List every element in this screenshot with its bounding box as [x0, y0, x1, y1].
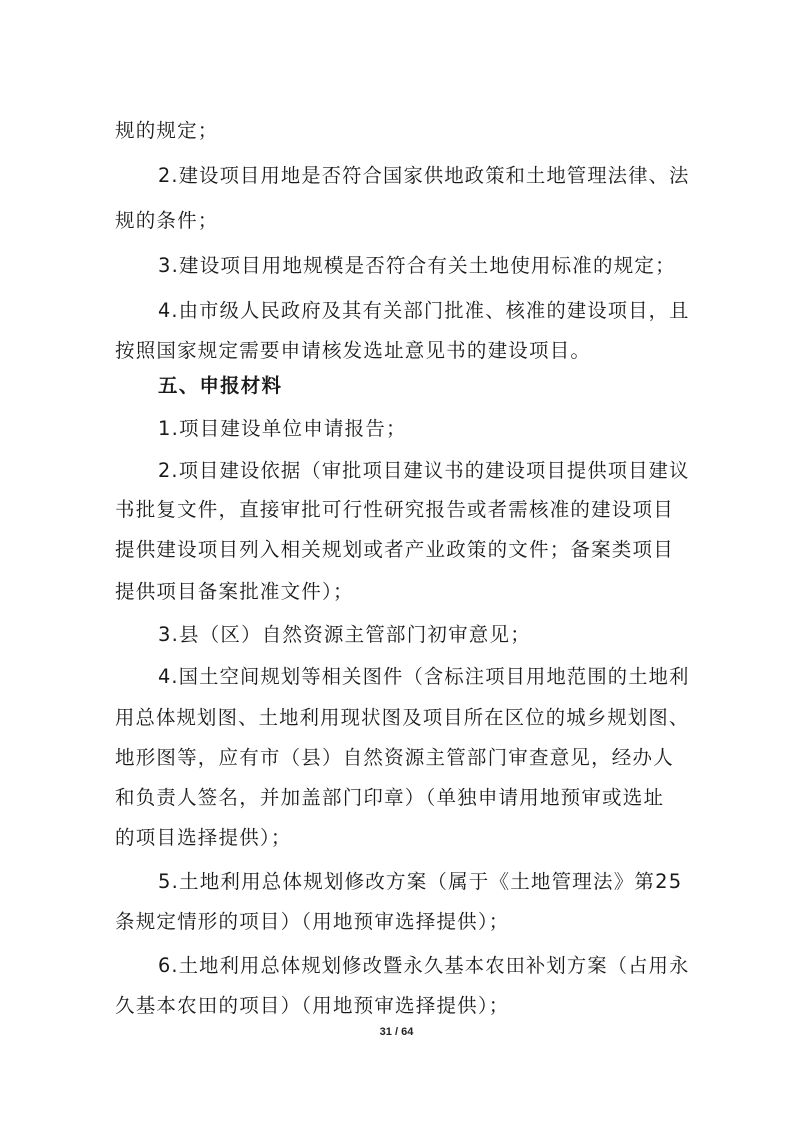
text-line: 按照国家规定需要申请核发选址意见书的建设项目。 — [115, 339, 592, 362]
text-line: 规的规定； — [115, 119, 219, 142]
text-line: 书批复文件，直接审批可行性研究报告或者需核准的建设项目 — [115, 498, 674, 521]
text-line: 3.县（区）自然资源主管部门初审意见； — [158, 623, 531, 646]
text-line: 久基本农田的项目）（用地预审选择提供）； — [115, 994, 510, 1017]
text-line: 2.建设项目用地是否符合国家供地政策和土地管理法律、法 — [158, 164, 690, 187]
text-line: 1.项目建设单位申请报告； — [158, 417, 407, 440]
section-heading: 五、申报材料 — [158, 374, 283, 397]
text-line: 提供项目备案批准文件）； — [115, 580, 354, 603]
text-line: 用总体规划图、土地利用现状图及项目所在区位的城乡规划图、 — [115, 706, 690, 729]
text-line: 地形图等，应有市（县）自然资源主管部门审查意见，经办人 — [115, 746, 674, 769]
text-line: 5.土地利用总体规划修改方案（属于《土地管理法》第25 — [158, 870, 683, 893]
text-line: 3.建设项目用地规模是否符合有关土地使用标准的规定； — [158, 254, 676, 277]
text-line: 条规定情形的项目）（用地预审选择提供）； — [115, 910, 510, 933]
text-line: 提供建设项目列入相关规划或者产业政策的文件；备案类项目 — [115, 538, 674, 561]
text-line: 4.由市级人民政府及其有关部门批准、核准的建设项目，且 — [158, 299, 690, 322]
text-line: 的项目选择提供）； — [115, 826, 292, 849]
text-line: 4.国土空间规划等相关图件（含标注项目用地范围的土地利 — [158, 665, 690, 688]
page-number: 31 / 64 — [379, 1026, 414, 1038]
text-line: 规的条件； — [115, 209, 219, 232]
text-line: 和负责人签名，并加盖部门印章）（单独申请用地预审或选址 — [115, 786, 665, 809]
text-line: 2.项目建设依据（审批项目建议书的建设项目提供项目建议 — [158, 459, 690, 482]
text-line: 6.土地利用总体规划修改暨永久基本农田补划方案（占用永 — [158, 954, 690, 977]
